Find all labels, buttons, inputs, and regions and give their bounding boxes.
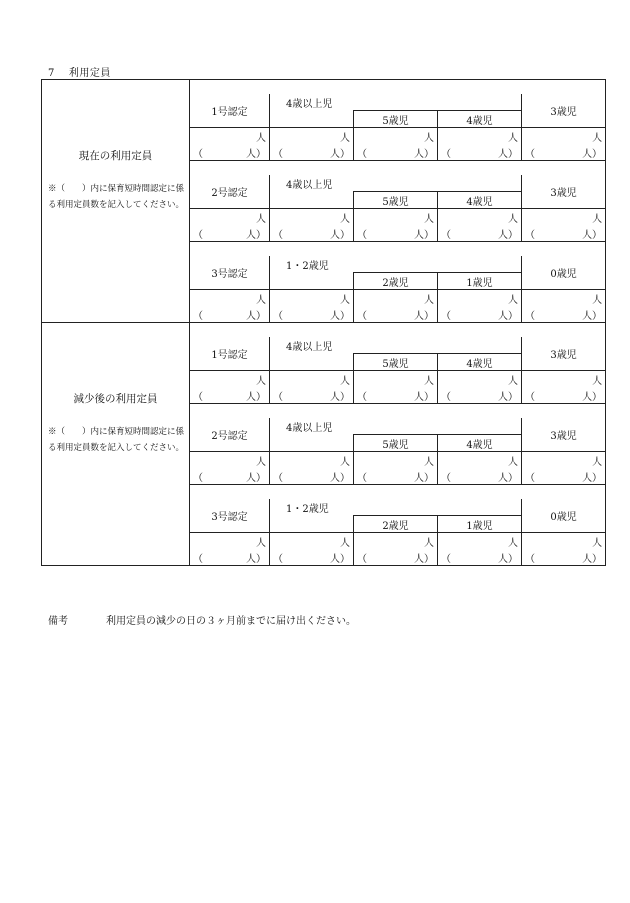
- capacity-input-cell[interactable]: [270, 533, 354, 550]
- person-unit: 人: [592, 132, 603, 144]
- paren-person: 人）: [246, 310, 266, 322]
- age-sub-label-2: 1歳児: [438, 516, 522, 533]
- paren-open: （: [273, 310, 283, 322]
- age-sub-label-1: 2歳児: [354, 516, 438, 533]
- remarks-label: 備考: [48, 616, 68, 627]
- paren-person: 人）: [582, 391, 603, 403]
- group-title: 減少後の利用定員: [73, 393, 158, 405]
- short-time-input-cell[interactable]: [354, 225, 438, 242]
- person-unit: 人: [592, 537, 603, 549]
- paren-open: （: [441, 229, 451, 241]
- youngest-age-label: 0歳児: [522, 499, 606, 533]
- short-time-input-cell[interactable]: [354, 387, 438, 404]
- person-unit: 人: [424, 294, 434, 306]
- youngest-age-label: 3歳児: [522, 337, 606, 371]
- paren-person: 人）: [246, 148, 266, 160]
- age-band-label: 1・2歳児: [270, 256, 522, 273]
- person-unit: 人: [508, 537, 518, 549]
- row-spacer: [190, 161, 606, 176]
- row-spacer: [190, 323, 606, 338]
- short-time-input-cell[interactable]: [270, 549, 354, 566]
- capacity-input-cell[interactable]: [190, 533, 270, 550]
- person-unit: 人: [340, 132, 350, 144]
- paren-person: 人）: [582, 310, 603, 322]
- paren-open: （: [441, 553, 451, 565]
- capacity-input-cell[interactable]: [438, 452, 522, 469]
- person-unit: 人: [256, 537, 266, 549]
- short-time-input-cell[interactable]: [522, 387, 606, 404]
- short-time-input-cell[interactable]: [190, 549, 270, 566]
- age-sub-label-2: 4歳児: [438, 111, 522, 128]
- capacity-input-cell[interactable]: [190, 290, 270, 307]
- paren-open: （: [525, 148, 535, 160]
- short-time-input-cell[interactable]: [522, 549, 606, 566]
- short-time-input-cell[interactable]: [522, 225, 606, 242]
- person-unit: 人: [340, 537, 350, 549]
- capacity-input-cell[interactable]: [522, 209, 606, 226]
- short-time-input-cell[interactable]: [190, 144, 270, 161]
- capacity-input-cell[interactable]: [438, 290, 522, 307]
- group-label-cell: [42, 323, 190, 566]
- section-number: 7: [48, 68, 55, 79]
- person-unit: 人: [508, 294, 518, 306]
- short-time-input-cell[interactable]: [354, 549, 438, 566]
- capacity-input-cell[interactable]: [438, 128, 522, 145]
- certification-label: 3号認定: [190, 256, 270, 290]
- person-unit: 人: [340, 375, 350, 387]
- capacity-input-cell[interactable]: [270, 128, 354, 145]
- capacity-input-cell[interactable]: [190, 371, 270, 388]
- band-blank: [270, 435, 354, 452]
- band-blank: [270, 273, 354, 290]
- person-unit: 人: [508, 132, 518, 144]
- paren-person: 人）: [414, 148, 434, 160]
- capacity-input-cell[interactable]: [190, 452, 270, 469]
- section-title: [48, 64, 111, 79]
- short-time-input-cell[interactable]: [522, 144, 606, 161]
- capacity-input-cell[interactable]: [270, 371, 354, 388]
- paren-open: （: [525, 391, 535, 403]
- age-sub-label-1: 5歳児: [354, 435, 438, 452]
- group-label-cell: [42, 80, 190, 323]
- group-note: ※（ ）内に保育短時間認定に係る利用定員数を記入してください。: [48, 184, 185, 210]
- paren-open: （: [357, 310, 367, 322]
- short-time-input-cell[interactable]: [190, 468, 270, 485]
- row-spacer: [190, 404, 606, 419]
- age-sub-label-1: 5歳児: [354, 111, 438, 128]
- paren-person: 人）: [498, 229, 518, 241]
- youngest-age-label: 3歳児: [522, 175, 606, 209]
- capacity-input-cell[interactable]: [190, 209, 270, 226]
- paren-open: （: [193, 310, 203, 322]
- band-blank: [270, 111, 354, 128]
- paren-person: 人）: [498, 472, 518, 484]
- short-time-input-cell[interactable]: [438, 306, 522, 323]
- person-unit: 人: [592, 375, 603, 387]
- person-unit: 人: [508, 456, 518, 468]
- certification-label: 2号認定: [190, 418, 270, 452]
- short-time-input-cell[interactable]: [438, 144, 522, 161]
- person-unit: 人: [340, 456, 350, 468]
- person-unit: 人: [424, 213, 434, 225]
- age-band-label: 4歳以上児: [270, 94, 522, 111]
- person-unit: 人: [592, 213, 603, 225]
- paren-person: 人）: [330, 229, 350, 241]
- group-title: 現在の利用定員: [78, 150, 153, 162]
- paren-open: （: [193, 553, 203, 565]
- age-band-label: 1・2歳児: [270, 499, 522, 516]
- paren-person: 人）: [414, 553, 434, 565]
- person-unit: 人: [256, 132, 266, 144]
- paren-person: 人）: [498, 310, 518, 322]
- paren-open: （: [441, 391, 451, 403]
- section-heading: 利用定員: [68, 68, 111, 79]
- paren-person: 人）: [330, 391, 350, 403]
- paren-open: （: [441, 472, 451, 484]
- paren-open: （: [193, 229, 203, 241]
- paren-person: 人）: [498, 391, 518, 403]
- capacity-input-cell[interactable]: [522, 290, 606, 307]
- paren-person: 人）: [246, 472, 266, 484]
- group-note: ※（ ）内に保育短時間認定に係る利用定員数を記入してください。: [48, 427, 185, 453]
- short-time-input-cell[interactable]: [354, 144, 438, 161]
- person-unit: 人: [340, 294, 350, 306]
- short-time-input-cell[interactable]: [270, 144, 354, 161]
- person-unit: 人: [424, 375, 434, 387]
- age-band-label: 4歳以上児: [270, 337, 522, 354]
- short-time-input-cell[interactable]: [438, 468, 522, 485]
- paren-open: （: [273, 391, 283, 403]
- capacity-input-cell[interactable]: [438, 533, 522, 550]
- short-time-input-cell[interactable]: [270, 387, 354, 404]
- short-time-input-cell[interactable]: [354, 468, 438, 485]
- capacity-input-cell[interactable]: [270, 452, 354, 469]
- paren-open: （: [441, 148, 451, 160]
- certification-label: 1号認定: [190, 337, 270, 371]
- youngest-age-label: 3歳児: [522, 418, 606, 452]
- paren-open: （: [357, 148, 367, 160]
- paren-open: （: [193, 391, 203, 403]
- row-spacer: [190, 242, 606, 257]
- person-unit: 人: [256, 456, 266, 468]
- capacity-input-cell[interactable]: [438, 371, 522, 388]
- paren-open: （: [357, 391, 367, 403]
- paren-person: 人）: [246, 229, 266, 241]
- capacity-form: [41, 79, 605, 566]
- certification-label: 3号認定: [190, 499, 270, 533]
- age-sub-label-1: 5歳児: [354, 354, 438, 371]
- paren-person: 人）: [414, 391, 434, 403]
- age-sub-label-2: 4歳児: [438, 192, 522, 209]
- capacity-input-cell[interactable]: [522, 371, 606, 388]
- age-sub-label-2: 1歳児: [438, 273, 522, 290]
- short-time-input-cell[interactable]: [354, 306, 438, 323]
- capacity-input-cell[interactable]: [354, 209, 438, 226]
- paren-open: （: [525, 553, 535, 565]
- short-time-input-cell[interactable]: [438, 225, 522, 242]
- person-unit: 人: [424, 456, 434, 468]
- person-unit: 人: [592, 294, 603, 306]
- paren-open: （: [357, 553, 367, 565]
- paren-open: （: [525, 310, 535, 322]
- paren-open: （: [273, 472, 283, 484]
- paren-person: 人）: [330, 553, 350, 565]
- person-unit: 人: [256, 294, 266, 306]
- paren-open: （: [273, 553, 283, 565]
- paren-open: （: [273, 229, 283, 241]
- person-unit: 人: [256, 213, 266, 225]
- remarks-text: 利用定員の減少の日の３ヶ月前までに届け出ください。: [106, 616, 356, 627]
- paren-open: （: [357, 472, 367, 484]
- row-spacer: [190, 80, 606, 95]
- person-unit: 人: [256, 375, 266, 387]
- paren-person: 人）: [498, 553, 518, 565]
- paren-open: （: [441, 310, 451, 322]
- paren-open: （: [525, 472, 535, 484]
- band-blank: [270, 354, 354, 371]
- youngest-age-label: 3歳児: [522, 94, 606, 128]
- paren-person: 人）: [330, 472, 350, 484]
- paren-person: 人）: [246, 553, 266, 565]
- short-time-input-cell[interactable]: [270, 225, 354, 242]
- age-band-label: 4歳以上児: [270, 175, 522, 192]
- capacity-input-cell[interactable]: [522, 452, 606, 469]
- person-unit: 人: [424, 132, 434, 144]
- age-band-label: 4歳以上児: [270, 418, 522, 435]
- paren-open: （: [525, 229, 535, 241]
- capacity-input-cell[interactable]: [354, 452, 438, 469]
- short-time-input-cell[interactable]: [190, 306, 270, 323]
- remarks: [48, 612, 356, 627]
- capacity-input-cell[interactable]: [270, 209, 354, 226]
- paren-open: （: [193, 472, 203, 484]
- capacity-input-cell[interactable]: [354, 533, 438, 550]
- short-time-input-cell[interactable]: [270, 306, 354, 323]
- short-time-input-cell[interactable]: [190, 387, 270, 404]
- paren-person: 人）: [582, 148, 603, 160]
- short-time-input-cell[interactable]: [522, 306, 606, 323]
- age-sub-label-1: 5歳児: [354, 192, 438, 209]
- short-time-input-cell[interactable]: [190, 225, 270, 242]
- capacity-input-cell[interactable]: [522, 128, 606, 145]
- paren-open: （: [357, 229, 367, 241]
- age-sub-label-2: 4歳児: [438, 435, 522, 452]
- paren-person: 人）: [582, 472, 603, 484]
- paren-person: 人）: [330, 310, 350, 322]
- youngest-age-label: 0歳児: [522, 256, 606, 290]
- capacity-input-cell[interactable]: [354, 290, 438, 307]
- age-sub-label-1: 2歳児: [354, 273, 438, 290]
- paren-person: 人）: [498, 148, 518, 160]
- paren-person: 人）: [414, 310, 434, 322]
- capacity-input-cell[interactable]: [354, 371, 438, 388]
- person-unit: 人: [508, 213, 518, 225]
- person-unit: 人: [340, 213, 350, 225]
- paren-person: 人）: [330, 148, 350, 160]
- capacity-input-cell[interactable]: [438, 209, 522, 226]
- person-unit: 人: [592, 456, 603, 468]
- row-spacer: [190, 485, 606, 500]
- certification-label: 2号認定: [190, 175, 270, 209]
- capacity-table: [41, 79, 606, 566]
- capacity-input-cell[interactable]: [190, 128, 270, 145]
- paren-person: 人）: [414, 472, 434, 484]
- capacity-input-cell[interactable]: [270, 290, 354, 307]
- paren-open: （: [193, 148, 203, 160]
- certification-label: 1号認定: [190, 94, 270, 128]
- person-unit: 人: [424, 537, 434, 549]
- age-sub-label-2: 4歳児: [438, 354, 522, 371]
- band-blank: [270, 192, 354, 209]
- short-time-input-cell[interactable]: [438, 549, 522, 566]
- person-unit: 人: [508, 375, 518, 387]
- paren-open: （: [273, 148, 283, 160]
- capacity-input-cell[interactable]: [522, 533, 606, 550]
- paren-person: 人）: [246, 391, 266, 403]
- paren-person: 人）: [582, 553, 603, 565]
- short-time-input-cell[interactable]: [438, 387, 522, 404]
- paren-person: 人）: [582, 229, 603, 241]
- short-time-input-cell[interactable]: [522, 468, 606, 485]
- capacity-input-cell[interactable]: [354, 128, 438, 145]
- short-time-input-cell[interactable]: [270, 468, 354, 485]
- band-blank: [270, 516, 354, 533]
- paren-person: 人）: [414, 229, 434, 241]
